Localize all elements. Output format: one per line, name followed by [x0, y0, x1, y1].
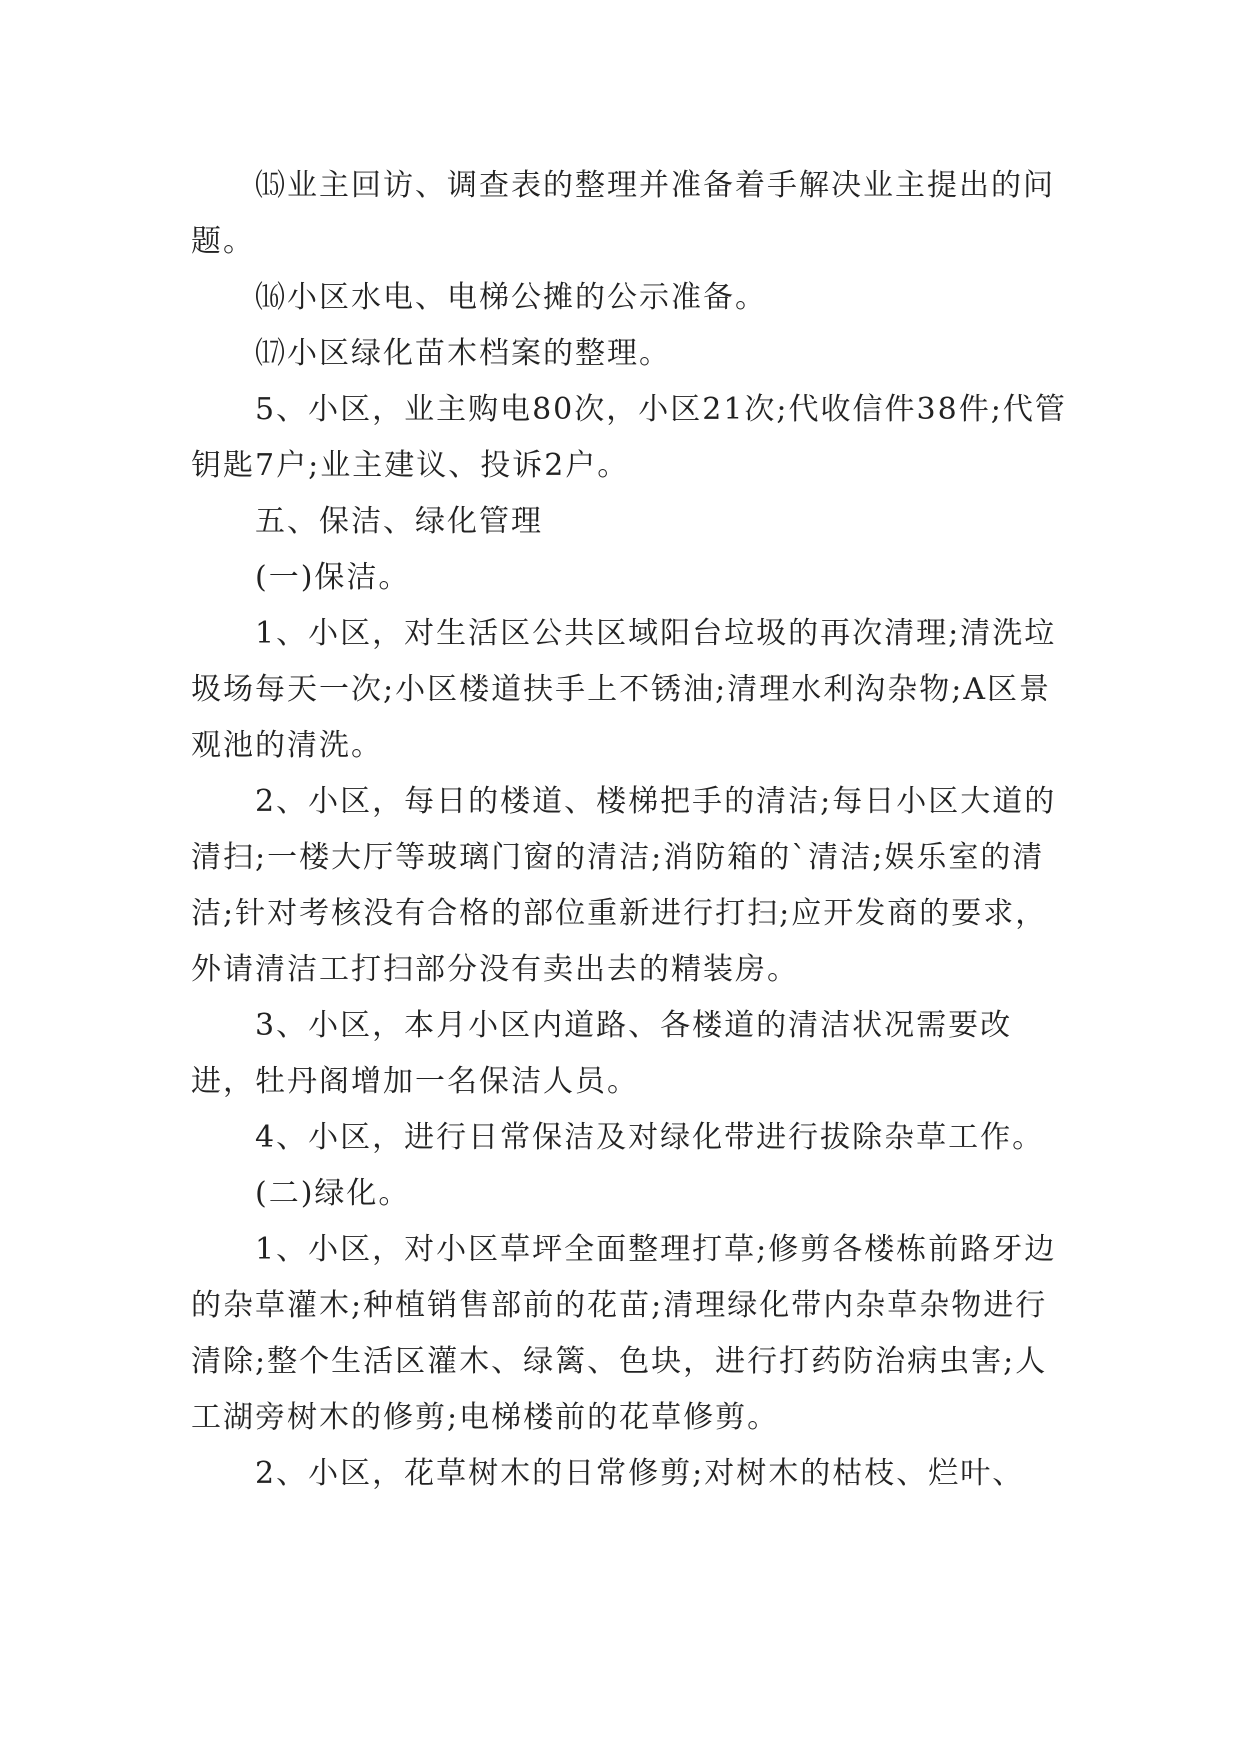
paragraph-owner-survey: ⒂业主回访、调查表的整理并准备着手解决业主提出的问题。 [191, 168, 1055, 259]
paragraph-utility-sharing: ⒃小区水电、电梯公摊的公示准备。 [255, 280, 767, 315]
paragraph-greenery-archive: ⒄小区绿化苗木档案的整理。 [255, 336, 671, 371]
paragraph-cleaning-4: 4、小区，进行日常保洁及对绿化带进行拔除杂草工作。 [255, 1120, 1045, 1155]
paragraph-service-stats: 5、小区，业主购电80次，小区21次;代收信件38件;代管钥匙7户;业主建议、投诉2户。 [191, 392, 1067, 483]
paragraph-cleaning-3: 3、小区，本月小区内道路、各楼道的清洁状况需要改进，牡丹阁增加一名保洁人员。 [191, 1008, 1013, 1099]
paragraph-cleaning-1: 1、小区，对生活区公共区域阳台垃圾的再次清理;清洗垃圾场每天一次;小区楼道扶手上不锈油;清理水利沟杂物;A区景观池的清洗。 [191, 616, 1057, 763]
section-heading-cleaning-greening: 五、保洁、绿化管理 [255, 504, 543, 539]
document-body [191, 158, 1071, 1502]
paragraph-cleaning-2: 2、小区，每日的楼道、楼梯把手的清洁;每日小区大道的清扫;一楼大厅等玻璃门窗的清洁;消防箱的`清洁;娱乐室的清洁;针对考核没有合格的部位重新进行打扫;应开发商的要求，外请清洁工打扫部分没有卖出去的精装房。 [191, 784, 1057, 987]
subheading-cleaning: (一)保洁。 [255, 560, 411, 595]
paragraph-greening-1: 1、小区，对小区草坪全面整理打草;修剪各楼栋前路牙边的杂草灌木;种植销售部前的花苗;清理绿化带内杂草杂物进行清除;整个生活区灌木、绿篱、色块，进行打药防治病虫害;人工湖旁树木的修剪;电梯楼前的花草修剪。 [191, 1232, 1057, 1435]
subheading-greening: (二)绿化。 [255, 1176, 411, 1211]
paragraph-greening-2: 2、小区，花草树木的日常修剪;对树木的枯枝、烂叶、 [255, 1456, 1025, 1491]
